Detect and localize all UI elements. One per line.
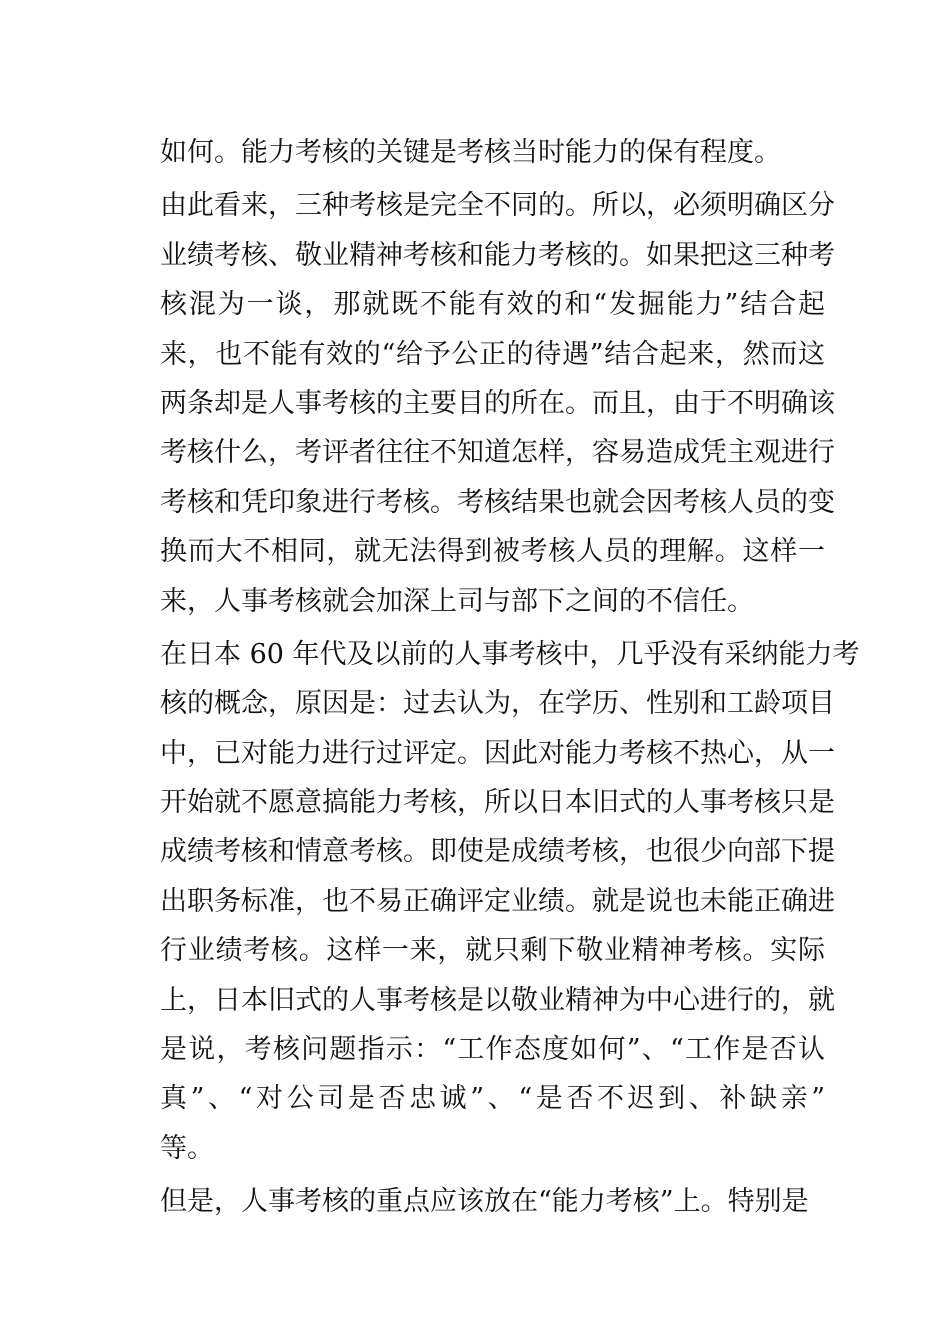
text-line: 真”、“对公司是否忠诚”、“是否不迟到、补缺亲” (160, 1083, 825, 1115)
text-line: 来，也不能有效的“给予公正的待遇”结合起来，然而这 (160, 338, 825, 370)
text-line: 两条却是人事考核的主要目的所在。而且，由于不明确该 (160, 387, 835, 419)
text-line: 如何。能力考核的关键是考核当时能力的保有程度。 (160, 137, 781, 168)
paragraph (160, 128, 825, 177)
text-line: 换而大不相同，就无法得到被考核人员的理解。这样一 (160, 536, 825, 568)
paragraph (160, 181, 835, 626)
paragraph (160, 630, 860, 1173)
body-text (160, 128, 860, 1231)
text-line: 出职务标准，也不易正确评定业绩。就是说也未能正确进 (160, 885, 835, 917)
text-line: 成绩考核和情意考核。即使是成绩考核，也很少向部下提 (160, 836, 835, 868)
text-line: 但是，人事考核的重点应该放在“能力考核”上。特别是 (160, 1186, 809, 1218)
text-line: 考核和凭印象进行考核。考核结果也就会因考核人员的变 (160, 486, 835, 518)
text-line: 来，人事考核就会加深上司与部下之间的不信任。 (160, 585, 754, 617)
text-line: 上，日本旧式的人事考核是以敬业精神为中心进行的，就 (160, 984, 835, 1016)
text-line: 是说，考核问题指示：“工作态度如何”、“工作是否认 (160, 1034, 825, 1066)
text-line: 开始就不愿意搞能力考核，所以日本旧式的人事考核只是 (160, 787, 835, 819)
text-line: 考核什么，考评者往往不知道怎样，容易造成凭主观进行 (160, 437, 835, 469)
text-line: 等。 (160, 1132, 214, 1164)
text-line: 核混为一谈，那就既不能有效的和“发掘能力”结合起 (160, 289, 825, 321)
text-line: 中，已对能力进行过评定。因此对能力考核不热心，从一 (160, 737, 835, 769)
text-line: 由此看来，三种考核是完全不同的。所以，必须明确区分 (160, 190, 835, 222)
text-line: 在日本 60 年代及以前的人事考核中，几乎没有采纳能力考 (160, 638, 860, 670)
text-line: 行业绩考核。这样一来，就只剩下敬业精神考核。实际 (160, 935, 825, 967)
paragraph (160, 1177, 825, 1226)
text-line: 核的概念，原因是：过去认为，在学历、性别和工龄项目 (160, 688, 835, 720)
text-line: 业绩考核、敬业精神考核和能力考核的。如果把这三种考 (160, 239, 835, 271)
